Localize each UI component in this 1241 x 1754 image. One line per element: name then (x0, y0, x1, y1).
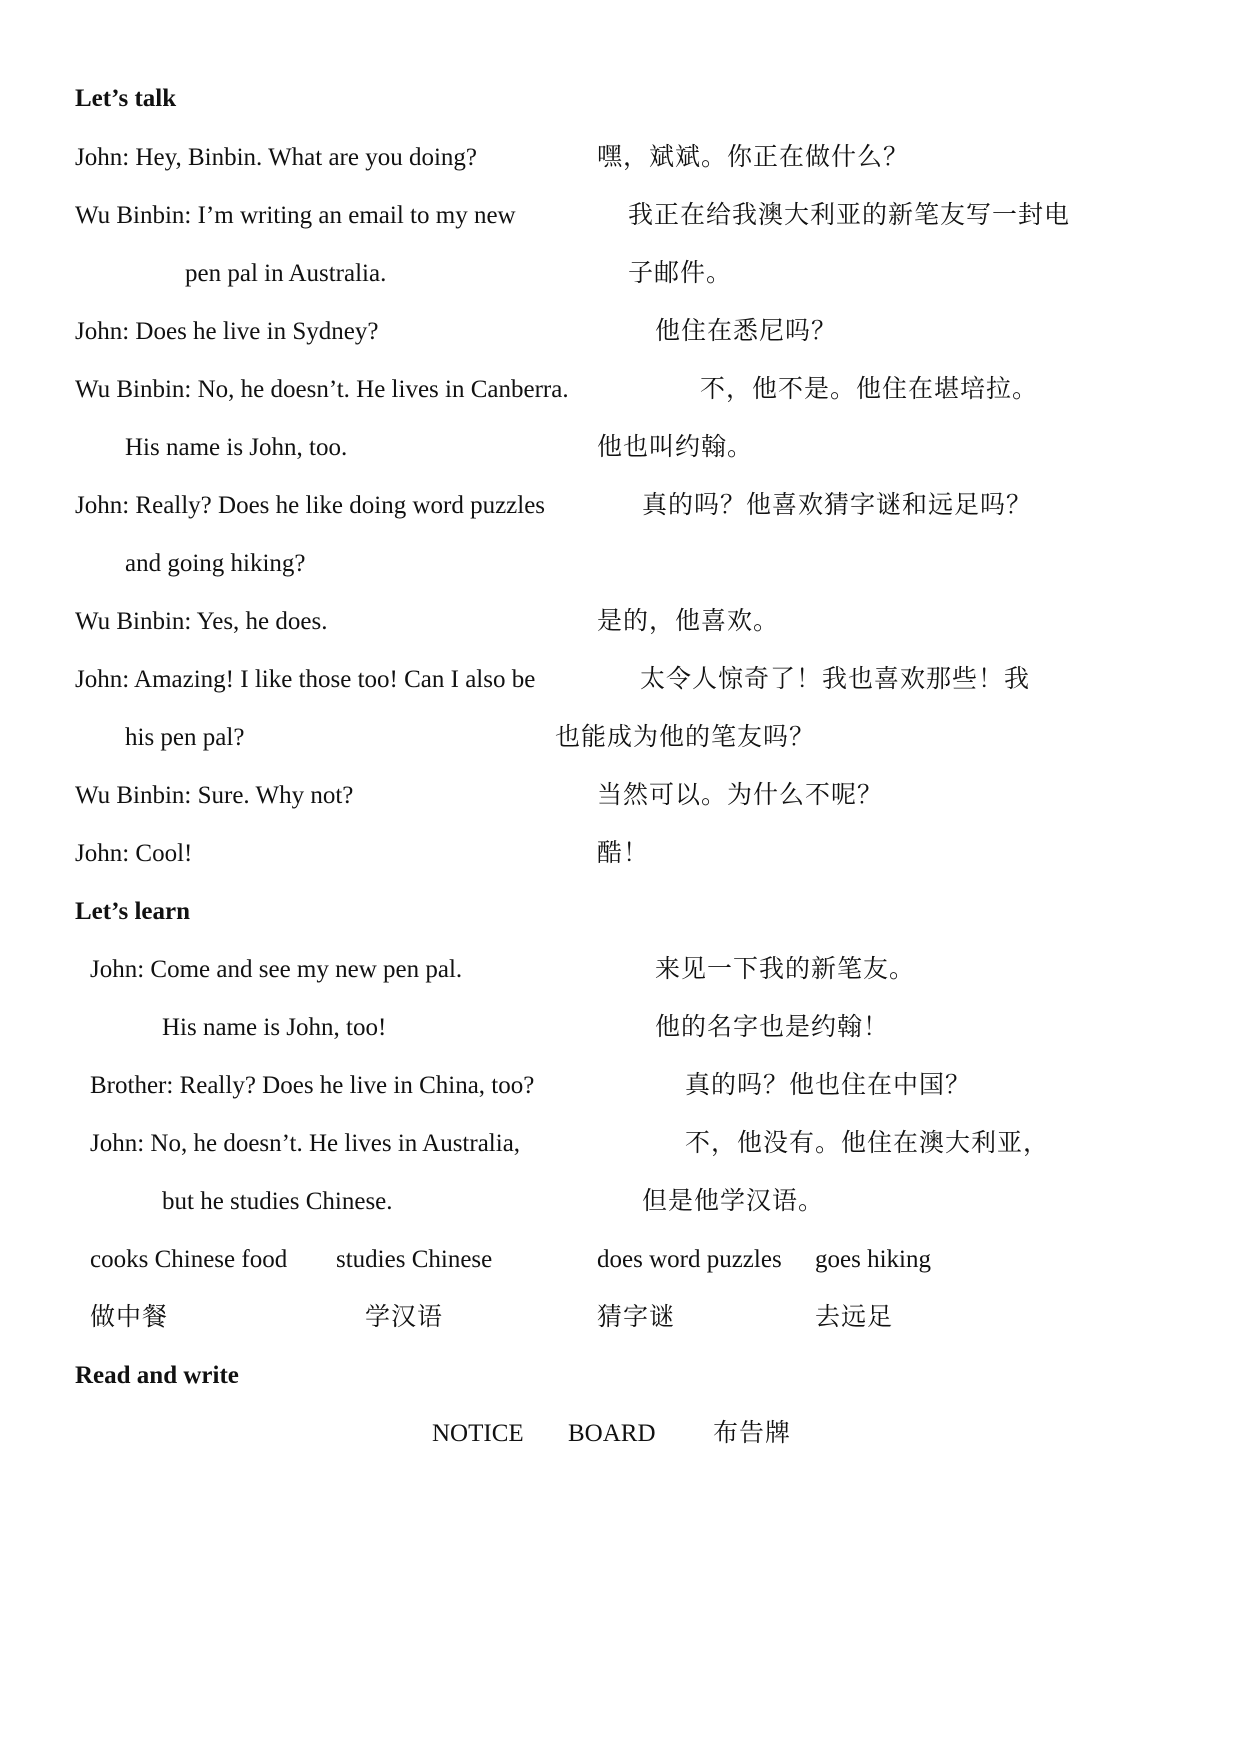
talk-line-cn: 真的吗？他喜欢猜字谜和远足吗？ (642, 492, 1033, 519)
vocab-phrase-cn: 学汉语 (365, 1304, 444, 1331)
learn-line-en: John: No, he doesn’t. He lives in Australia, (90, 1130, 521, 1157)
talk-line-cn: 酷！ (597, 840, 650, 867)
talk-line-cn: 子邮件。 (628, 260, 733, 287)
learn-line-en: His name is John, too! (162, 1014, 387, 1041)
learn-line-en: but he studies Chinese. (162, 1188, 393, 1215)
notice-board-en-1: NOTICE (432, 1420, 524, 1447)
talk-line-cn: 他也叫约翰。 (597, 434, 754, 461)
talk-line-cn: 也能成为他的笔友吗？ (555, 724, 816, 751)
talk-line-en: pen pal in Australia. (185, 260, 387, 287)
vocab-phrase-cn: 去远足 (815, 1304, 894, 1331)
talk-line-en: John: Amazing! I like those too! Can I also be (75, 666, 536, 693)
talk-line-cn: 嘿，斌斌。你正在做什么？ (597, 144, 910, 171)
talk-line-en: and going hiking? (125, 550, 306, 577)
talk-line-cn: 他住在悉尼吗？ (655, 318, 838, 345)
vocab-phrase-en: does word puzzles (597, 1246, 782, 1273)
section-heading-learn: Let’s learn (75, 898, 191, 925)
talk-line-cn: 太令人惊奇了！我也喜欢那些！我 (640, 666, 1031, 693)
vocab-phrase-en: cooks Chinese food (90, 1246, 288, 1273)
learn-line-cn: 真的吗？他也住在中国？ (685, 1072, 972, 1099)
vocab-phrase-en: goes hiking (815, 1246, 931, 1273)
learn-line-cn: 但是他学汉语。 (642, 1188, 825, 1215)
talk-line-en: His name is John, too. (125, 434, 348, 461)
notice-board-en-2: BOARD (568, 1420, 656, 1447)
talk-line-en: his pen pal? (125, 724, 245, 751)
talk-line-en: John: Does he live in Sydney? (75, 318, 379, 345)
notice-board-cn: 布告牌 (713, 1420, 792, 1447)
talk-line-cn: 我正在给我澳大利亚的新笔友写一封电 (628, 202, 1071, 229)
learn-line-en: John: Come and see my new pen pal. (90, 956, 463, 983)
section-heading-talk: Let’s talk (75, 85, 177, 112)
learn-line-cn: 来见一下我的新笔友。 (655, 956, 916, 983)
learn-line-cn: 他的名字也是约翰！ (655, 1014, 890, 1041)
section-heading-read: Read and write (75, 1362, 239, 1389)
talk-line-en: Wu Binbin: I’m writing an email to my new (75, 202, 516, 229)
talk-line-en: John: Hey, Binbin. What are you doing? (75, 144, 478, 171)
talk-line-cn: 不，他不是。他住在堪培拉。 (700, 376, 1039, 403)
learn-line-en: Brother: Really? Does he live in China, too? (90, 1072, 535, 1099)
talk-line-en: Wu Binbin: No, he doesn’t. He lives in Canberra. (75, 376, 569, 403)
talk-line-en: Wu Binbin: Yes, he does. (75, 608, 328, 635)
learn-line-cn: 不，他没有。他住在澳大利亚， (685, 1130, 1050, 1157)
talk-line-en: John: Really? Does he like doing word puzzles (75, 492, 546, 519)
talk-line-en: Wu Binbin: Sure. Why not? (75, 782, 354, 809)
talk-line-en: John: Cool! (75, 840, 193, 867)
talk-line-cn: 是的，他喜欢。 (597, 608, 780, 635)
talk-line-cn: 当然可以。为什么不呢？ (597, 782, 884, 809)
vocab-phrase-cn: 猜字谜 (597, 1304, 676, 1331)
vocab-phrase-cn: 做中餐 (90, 1304, 169, 1331)
vocab-phrase-en: studies Chinese (336, 1246, 493, 1273)
